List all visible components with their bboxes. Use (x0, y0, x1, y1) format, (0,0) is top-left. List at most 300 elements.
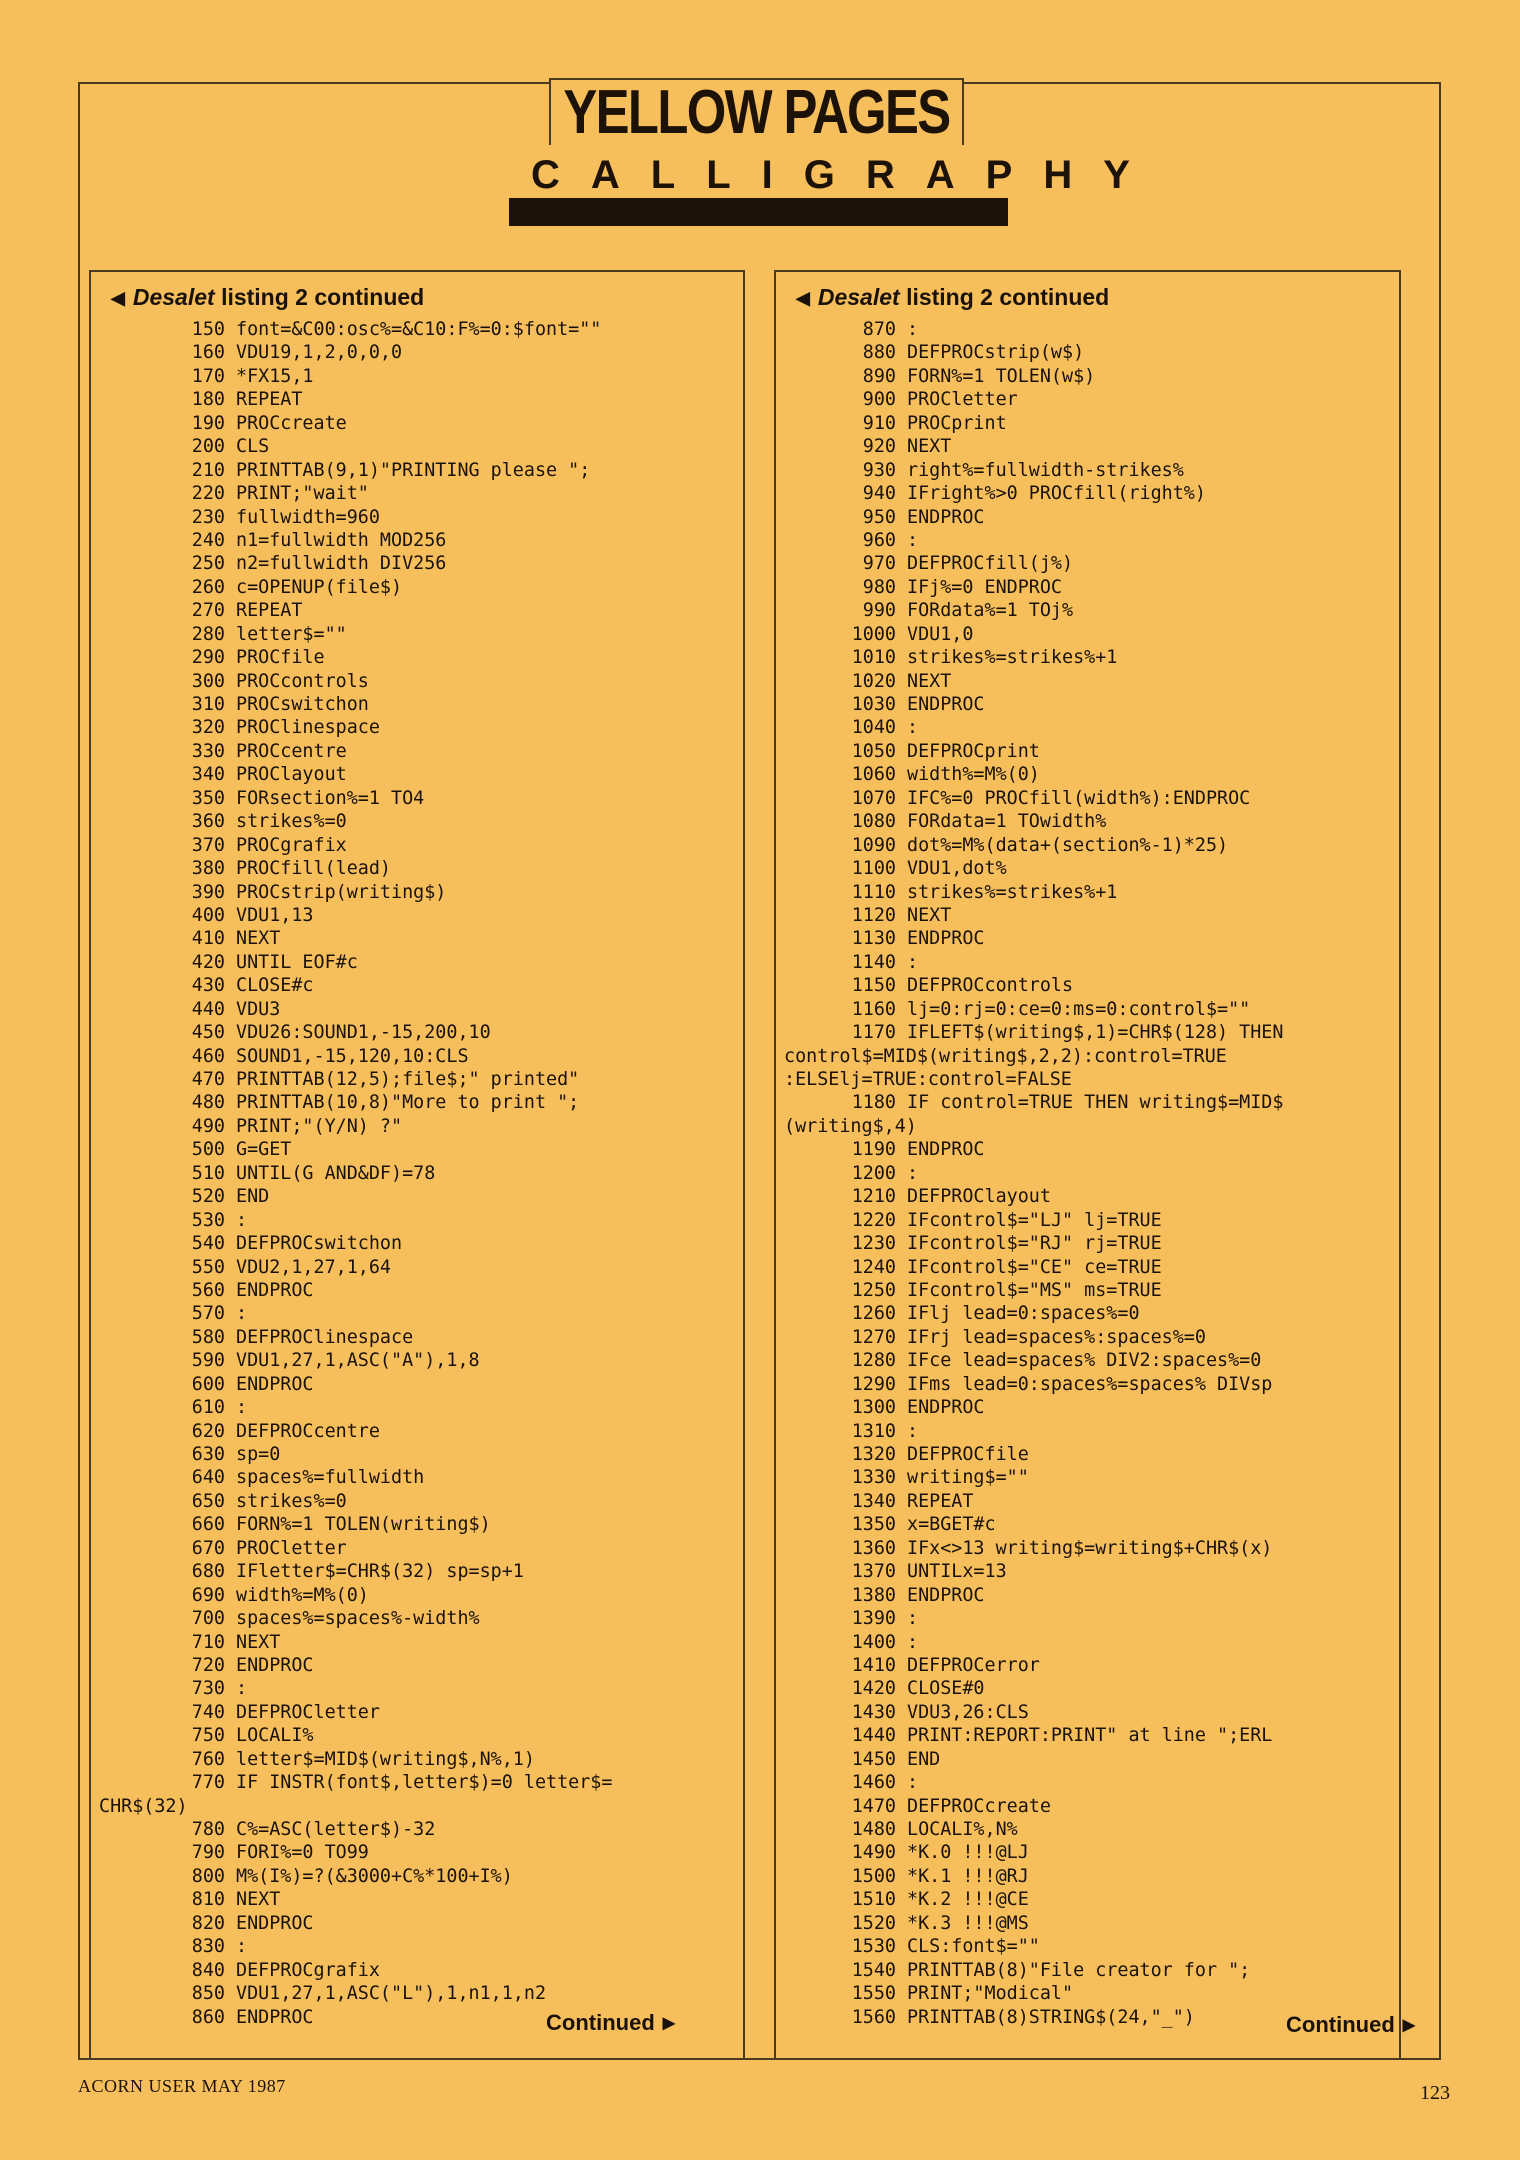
line-number: 1080 (851, 811, 896, 833)
line-number: 490 (191, 1115, 225, 1137)
line-code: VDU3 (236, 998, 281, 1020)
line-number: 1170 (851, 1022, 896, 1044)
code-line (99, 388, 739, 411)
code-line (99, 1349, 739, 1372)
code-line (99, 1748, 739, 1771)
line-number: 320 (191, 717, 225, 739)
code-line (784, 1654, 1395, 1677)
listing-heading-left (111, 282, 733, 312)
line-number: 200 (191, 436, 225, 458)
code-line (784, 1115, 1395, 1138)
code-line (784, 1513, 1395, 1536)
listing-heading-right (796, 282, 1389, 312)
code-line (99, 1373, 739, 1396)
code-line (784, 881, 1395, 904)
line-code: CLS:font$="" (907, 1936, 1040, 1958)
line-code: IFlj lead=0:spaces%=0 (907, 1303, 1140, 1325)
line-code: C%=ASC(letter$)-32 (236, 1819, 436, 1840)
code-line (99, 435, 739, 458)
line-code: IFcontrol$="RJ" rj=TRUE (907, 1233, 1162, 1255)
line-number: 580 (191, 1326, 225, 1348)
line-number: 630 (191, 1444, 225, 1465)
line-code: VDU1,dot% (907, 858, 1007, 880)
line-number: 290 (191, 647, 225, 669)
code-line (99, 1607, 739, 1630)
line-code: dot%=M%(data+(section%-1)*25) (907, 834, 1229, 856)
line-number: 710 (191, 1631, 225, 1653)
line-number: 1540 (851, 1959, 896, 1981)
code-line (784, 646, 1395, 669)
line-number: 870 (862, 319, 896, 340)
line-code: PROClinespace (236, 717, 380, 739)
code-line (99, 341, 739, 364)
code-line (99, 1138, 739, 1161)
line-code: IFletter$=CHR$(32) sp=sp+1 (236, 1561, 524, 1583)
line-number: 250 (191, 553, 225, 575)
code-line (99, 834, 739, 857)
heading-text: listing 2 continued (221, 284, 425, 310)
line-code: DEFPROCcentre (236, 1420, 380, 1442)
code-line (784, 974, 1395, 997)
continued-text: Continued (1286, 2012, 1395, 2037)
code-line (99, 1115, 739, 1138)
line-code: IFj%=0 ENDPROC (907, 576, 1063, 598)
line-number: 1020 (851, 670, 896, 692)
line-number: 910 (862, 412, 896, 434)
line-number: 1250 (851, 1279, 896, 1301)
line-code: PRINTTAB(8)STRING$(24,"_") (907, 2006, 1195, 2028)
line-code: PROCfile (236, 647, 325, 669)
line-code: x=BGET#c (907, 1514, 996, 1536)
line-code: sp=0 (236, 1444, 281, 1465)
code-line (784, 1068, 1395, 1091)
line-code: END (907, 1748, 941, 1770)
code-line (99, 1701, 739, 1724)
line-code: ENDPROC (907, 1584, 985, 1606)
code-line (784, 1607, 1395, 1630)
line-code: NEXT (236, 928, 281, 950)
code-line (99, 1584, 739, 1607)
code-listing-left (99, 318, 739, 2029)
code-line (99, 1302, 739, 1325)
right-arrow-icon: ▶ (1402, 2017, 1416, 2034)
code-line (99, 318, 739, 341)
line-code: PRINTTAB(9,1)"PRINTING please "; (236, 459, 591, 481)
line-number: 700 (191, 1608, 225, 1630)
code-line (99, 1279, 739, 1302)
code-line (99, 881, 739, 904)
line-number: 1420 (851, 1678, 896, 1700)
line-code: PRINT:REPORT:PRINT" at line ";ERL (907, 1725, 1273, 1747)
code-line (99, 529, 739, 552)
code-line (784, 1935, 1395, 1958)
continued-label-right (1286, 2012, 1415, 2038)
code-line (99, 904, 739, 927)
code-line (99, 1021, 739, 1044)
code-line (784, 670, 1395, 693)
line-code: DEFPROClayout (907, 1186, 1051, 1208)
code-line (784, 740, 1395, 763)
line-code: VDU26:SOUND1,-15,200,10 (236, 1022, 491, 1044)
heading-text: listing 2 continued (906, 284, 1110, 310)
line-number: 730 (191, 1678, 225, 1700)
title-underline-bar (509, 198, 1008, 226)
code-line (99, 1631, 739, 1654)
line-number: 360 (191, 811, 225, 833)
line-number: 600 (191, 1373, 225, 1395)
line-code: PROCfill(lead) (236, 858, 392, 880)
code-line (99, 1865, 739, 1888)
code-line (784, 623, 1395, 646)
line-code: IF control=TRUE THEN writing$=MID$ (907, 1092, 1284, 1114)
line-number: 810 (191, 1889, 225, 1911)
line-number: 800 (191, 1865, 225, 1887)
line-number: 1180 (851, 1092, 896, 1114)
line-code: DEFPROCerror (907, 1654, 1040, 1676)
code-line (784, 927, 1395, 950)
line-code: PROCgrafix (236, 834, 347, 856)
line-code: CHR$(32) (99, 1795, 188, 1817)
code-line (784, 998, 1395, 1021)
code-line (99, 1256, 739, 1279)
listing-panel-right (774, 270, 1416, 2060)
line-number: 210 (191, 459, 225, 481)
line-number: 410 (191, 928, 225, 950)
line-code: letter$="" (236, 623, 347, 645)
line-number: 1270 (851, 1326, 896, 1348)
line-number: 1070 (851, 787, 896, 809)
line-number: 1520 (851, 1912, 896, 1934)
line-code: : (907, 1162, 919, 1184)
line-number: 220 (191, 483, 225, 505)
line-number: 610 (191, 1397, 225, 1419)
line-number: 980 (862, 576, 896, 598)
code-line (99, 1841, 739, 1864)
line-code: PRINTTAB(10,8)"More to print "; (236, 1092, 580, 1114)
line-code: :ELSElj=TRUE:control=FALSE (784, 1069, 1072, 1090)
line-code: ENDPROC (907, 694, 985, 715)
line-number: 1360 (851, 1537, 896, 1559)
line-number: 1050 (851, 740, 896, 762)
line-number: 1440 (851, 1725, 896, 1747)
line-number: 820 (191, 1912, 225, 1934)
line-number: 1040 (851, 717, 896, 739)
line-code: NEXT (907, 670, 952, 692)
code-line (99, 951, 739, 974)
continued-label-left (546, 2010, 675, 2036)
line-number: 740 (191, 1701, 225, 1723)
line-code: VDU1,27,1,ASC("L"),1,n1,1,n2 (236, 1983, 547, 2005)
line-code: IFright%>0 PROCfill(right%) (907, 483, 1206, 505)
line-number: 420 (191, 951, 225, 973)
line-code: ENDPROC (236, 2006, 314, 2028)
line-code: width%=M%(0) (907, 764, 1040, 786)
line-number: 1340 (851, 1490, 896, 1512)
line-number: 640 (191, 1467, 225, 1489)
code-line (784, 716, 1395, 739)
left-arrow-icon: ◀ (796, 288, 810, 308)
line-code: n1=fullwidth MOD256 (236, 529, 447, 551)
line-code: REPEAT (907, 1490, 974, 1512)
left-arrow-icon: ◀ (111, 288, 125, 308)
line-number: 380 (191, 858, 225, 880)
line-code: n2=fullwidth DIV256 (236, 553, 447, 575)
code-line (784, 1724, 1395, 1747)
code-line (99, 1466, 739, 1489)
code-line (784, 1701, 1395, 1724)
line-number: 440 (191, 998, 225, 1020)
line-code: width%=M%(0) (236, 1584, 369, 1606)
code-line (784, 1677, 1395, 1700)
line-code: IFC%=0 PROCfill(width%):ENDPROC (907, 787, 1251, 809)
code-line (99, 763, 739, 786)
line-code: IFms lead=0:spaces%=spaces% DIVsp (907, 1373, 1273, 1395)
line-number: 400 (191, 904, 225, 926)
code-line (99, 1795, 739, 1818)
code-line (99, 927, 739, 950)
line-code: ENDPROC (907, 506, 985, 528)
line-code: fullwidth=960 (236, 506, 380, 528)
line-code: strikes%=0 (236, 811, 347, 833)
line-code: PROClayout (236, 764, 347, 786)
line-number: 1450 (851, 1748, 896, 1770)
code-line (784, 1021, 1395, 1044)
line-code: ENDPROC (236, 1654, 314, 1676)
line-number: 1030 (851, 694, 896, 715)
line-code: : (236, 1209, 248, 1231)
line-code: VDU2,1,27,1,64 (236, 1256, 392, 1278)
line-number: 150 (191, 319, 225, 340)
line-code: NEXT (236, 1631, 281, 1653)
line-code: ENDPROC (236, 1279, 314, 1301)
line-code: strikes%=strikes%+1 (907, 881, 1118, 903)
line-code: DEFPROCfill(j%) (907, 553, 1074, 575)
line-number: 860 (191, 2006, 225, 2028)
code-line (99, 1490, 739, 1513)
code-line (784, 1584, 1395, 1607)
line-number: 970 (862, 553, 896, 575)
line-code: PROCswitchon (236, 694, 369, 715)
line-code: PROCprint (907, 412, 1007, 434)
code-line (784, 1912, 1395, 1935)
page-number: 123 (1420, 2082, 1450, 2104)
line-number: 880 (862, 342, 896, 364)
line-code: : (236, 1397, 248, 1419)
code-line (99, 552, 739, 575)
line-number: 470 (191, 1069, 225, 1090)
code-line (99, 506, 739, 529)
line-number: 1190 (851, 1139, 896, 1161)
code-line (784, 857, 1395, 880)
code-line (99, 1232, 739, 1255)
code-line (784, 1841, 1395, 1864)
code-line (784, 904, 1395, 927)
line-code: G=GET (236, 1139, 292, 1161)
line-code: *K.0 !!!@LJ (907, 1842, 1029, 1864)
code-line (784, 1560, 1395, 1583)
code-line (784, 1279, 1395, 1302)
line-code: DEFPROCgrafix (236, 1959, 380, 1981)
line-number: 280 (191, 623, 225, 645)
line-code: IFce lead=spaces% DIV2:spaces%=0 (907, 1350, 1262, 1372)
line-code: spaces%=fullwidth (236, 1467, 425, 1489)
line-number: 670 (191, 1537, 225, 1559)
code-line (784, 1537, 1395, 1560)
line-code: DEFPROCcreate (907, 1795, 1051, 1817)
line-number: 660 (191, 1514, 225, 1536)
line-number: 300 (191, 670, 225, 692)
code-line (784, 1888, 1395, 1911)
code-line (784, 388, 1395, 411)
code-line (784, 318, 1395, 341)
line-number: 530 (191, 1209, 225, 1231)
line-number: 1240 (851, 1256, 896, 1278)
line-number: 1390 (851, 1608, 896, 1630)
line-number: 1370 (851, 1561, 896, 1583)
line-code: FORN%=1 TOLEN(w$) (907, 365, 1096, 387)
line-number: 990 (862, 600, 896, 622)
code-line (99, 1420, 739, 1443)
section-title-box (549, 78, 964, 145)
line-code: : (907, 1772, 919, 1794)
line-code: SOUND1,-15,120,10:CLS (236, 1045, 469, 1067)
line-number: 1310 (851, 1420, 896, 1442)
code-line (99, 1209, 739, 1232)
line-code: DEFPROCswitchon (236, 1233, 403, 1255)
line-number: 1220 (851, 1209, 896, 1231)
line-code: : (236, 1936, 248, 1958)
line-number: 500 (191, 1139, 225, 1161)
line-code: PRINT;"Modical" (907, 1983, 1074, 2005)
line-number: 260 (191, 576, 225, 598)
code-line (784, 506, 1395, 529)
code-line (99, 1560, 739, 1583)
code-line (784, 482, 1395, 505)
line-number: 1210 (851, 1186, 896, 1208)
line-code: REPEAT (236, 600, 303, 622)
line-number: 190 (191, 412, 225, 434)
line-number: 1160 (851, 998, 896, 1020)
section-subtitle: CALLIGRAPHY (531, 153, 1161, 197)
code-line (784, 459, 1395, 482)
line-number: 1130 (851, 928, 896, 950)
line-number: 270 (191, 600, 225, 622)
line-number: 1460 (851, 1772, 896, 1794)
line-code: PROCcreate (236, 412, 347, 434)
line-code: spaces%=spaces%-width% (236, 1608, 480, 1630)
line-code: DEFPROCletter (236, 1701, 380, 1723)
line-code: *K.1 !!!@RJ (907, 1865, 1029, 1887)
line-code: DEFPROCfile (907, 1444, 1029, 1465)
line-code: *FX15,1 (236, 365, 314, 387)
line-code: IFcontrol$="MS" ms=TRUE (907, 1279, 1162, 1301)
line-number: 350 (191, 787, 225, 809)
line-code: font=&C00:osc%=&C10:F%=0:$font="" (236, 319, 602, 340)
code-line (99, 1326, 739, 1349)
code-line (784, 1138, 1395, 1161)
line-code: c=OPENUP(file$) (236, 576, 403, 598)
line-number: 720 (191, 1654, 225, 1676)
line-number: 1560 (851, 2006, 896, 2028)
code-line (99, 412, 739, 435)
code-line (99, 693, 739, 716)
code-line (784, 1443, 1395, 1466)
line-number: 1200 (851, 1162, 896, 1184)
line-code: lj=0:rj=0:ce=0:ms=0:control$="" (907, 998, 1251, 1020)
line-code: CLS (236, 436, 270, 458)
line-code: LOCALI%,N% (907, 1819, 1018, 1840)
line-number: 560 (191, 1279, 225, 1301)
code-line (784, 552, 1395, 575)
line-code: CLOSE#c (236, 975, 314, 997)
line-code: : (907, 319, 919, 340)
section-title: YELLOW PAGES (563, 77, 950, 147)
line-code: IFrj lead=spaces%:spaces%=0 (907, 1326, 1206, 1348)
line-number: 690 (191, 1584, 225, 1606)
code-line (99, 998, 739, 1021)
code-line (99, 716, 739, 739)
line-number: 1290 (851, 1373, 896, 1395)
line-code: : (907, 1608, 919, 1630)
code-line (784, 1631, 1395, 1654)
line-code: VDU1,27,1,ASC("A"),1,8 (236, 1350, 480, 1372)
code-line (99, 1443, 739, 1466)
code-line (784, 1865, 1395, 1888)
line-number: 230 (191, 506, 225, 528)
code-line (99, 1537, 739, 1560)
line-code: (writing$,4) (784, 1115, 917, 1137)
line-code: : (907, 717, 919, 739)
line-number: 1470 (851, 1795, 896, 1817)
code-line (99, 1771, 739, 1794)
code-line (99, 1091, 739, 1114)
line-code: UNTIL EOF#c (236, 951, 358, 973)
line-number: 570 (191, 1303, 225, 1325)
line-number: 1320 (851, 1444, 896, 1465)
line-number: 750 (191, 1725, 225, 1747)
line-number: 1410 (851, 1654, 896, 1676)
line-code: strikes%=strikes%+1 (907, 647, 1118, 669)
line-code: FORN%=1 TOLEN(writing$) (236, 1514, 491, 1536)
line-code: PROCstrip(writing$) (236, 881, 447, 903)
code-line (99, 1959, 739, 1982)
line-number: 1010 (851, 647, 896, 669)
line-code: : (907, 1420, 919, 1442)
line-code: right%=fullwidth-strikes% (907, 459, 1184, 481)
line-code: : (907, 529, 919, 551)
code-line (99, 1818, 739, 1841)
code-line (784, 1795, 1395, 1818)
code-listing-right (784, 318, 1395, 2029)
line-code: PROCcentre (236, 740, 347, 762)
line-code: FORdata%=1 TOj% (907, 600, 1074, 622)
code-line (99, 482, 739, 505)
code-line (784, 1490, 1395, 1513)
line-number: 1430 (851, 1701, 896, 1723)
line-number: 1510 (851, 1889, 896, 1911)
code-line (784, 1091, 1395, 1114)
code-line (99, 599, 739, 622)
line-code: *K.2 !!!@CE (907, 1889, 1029, 1911)
line-code: VDU3,26:CLS (907, 1701, 1029, 1723)
line-number: 1530 (851, 1936, 896, 1958)
code-line (99, 1677, 739, 1700)
code-line (99, 670, 739, 693)
line-code: FORdata=1 TOwidth% (907, 811, 1107, 833)
line-number: 170 (191, 365, 225, 387)
line-number: 510 (191, 1162, 225, 1184)
line-code: letter$=MID$(writing$,N%,1) (236, 1748, 535, 1770)
